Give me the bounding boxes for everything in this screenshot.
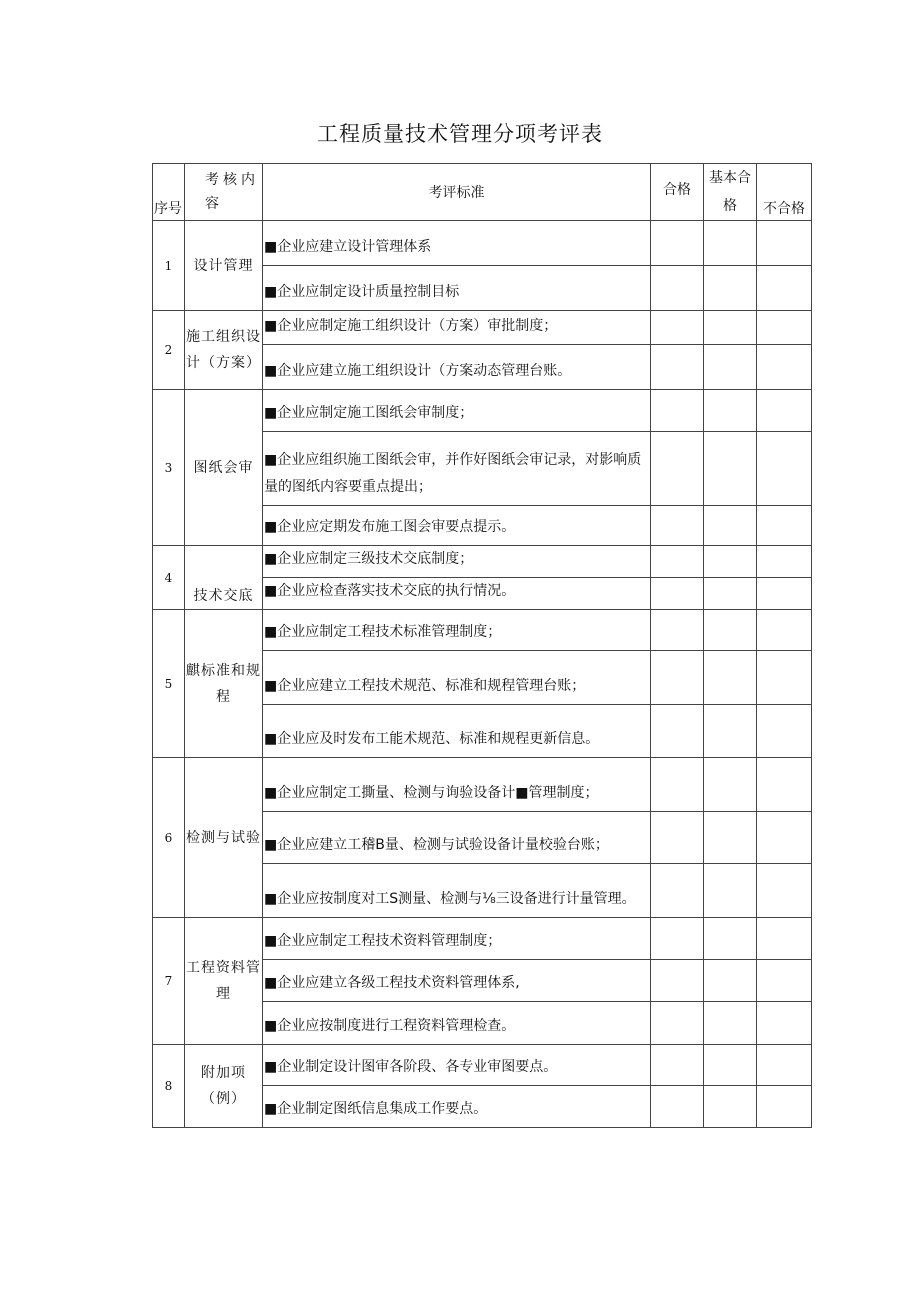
fail-cell[interactable] [757, 345, 812, 390]
fail-cell[interactable] [757, 960, 812, 1002]
pass-cell[interactable] [651, 918, 704, 960]
pass-cell[interactable] [651, 432, 704, 506]
basic-pass-cell[interactable] [704, 311, 757, 345]
basic-pass-cell[interactable] [704, 610, 757, 651]
section-number: 6 [153, 758, 185, 918]
section-category: 施工组织设计（方案） [185, 311, 263, 390]
pass-cell[interactable] [651, 221, 704, 266]
basic-pass-cell[interactable] [704, 1086, 757, 1128]
criteria-item: ■企业制定设计图审各阶段、各专业审图要点。 [263, 1045, 651, 1086]
criteria-item: ■企业应制定施工组织设计（方案）审批制度； [263, 311, 651, 345]
criteria-item: ■企业应建立各级工程技术资料管理体系, [263, 960, 651, 1002]
header-category: 考核内容 [185, 164, 263, 221]
basic-pass-cell[interactable] [704, 432, 757, 506]
basic-pass-cell[interactable] [704, 864, 757, 918]
basic-pass-cell[interactable] [704, 1045, 757, 1086]
header-row [153, 164, 812, 221]
table-row [153, 918, 812, 960]
section-category: 设计管理 [185, 221, 263, 311]
table-row [153, 221, 812, 266]
section-number: 1 [153, 221, 185, 311]
fail-cell[interactable] [757, 506, 812, 546]
basic-pass-cell[interactable] [704, 918, 757, 960]
section-category: 检测与试验 [185, 758, 263, 918]
basic-pass-cell[interactable] [704, 960, 757, 1002]
criteria-item: ■企业应按制度对工S测量、检测与⅛三设备进行计量管理。 [263, 864, 651, 918]
basic-pass-cell[interactable] [704, 1002, 757, 1045]
criteria-item: ■企业应制定设计质量控制目标 [263, 266, 651, 311]
fail-cell[interactable] [757, 266, 812, 311]
pass-cell[interactable] [651, 651, 704, 705]
fail-cell[interactable] [757, 705, 812, 758]
basic-pass-cell[interactable] [704, 651, 757, 705]
pass-cell[interactable] [651, 812, 704, 864]
table-row [153, 758, 812, 812]
basic-pass-cell[interactable] [704, 758, 757, 812]
fail-cell[interactable] [757, 578, 812, 610]
table-row [153, 1045, 812, 1086]
section-number: 5 [153, 610, 185, 758]
pass-cell[interactable] [651, 390, 704, 432]
section-category: 工程资料管理 [185, 918, 263, 1045]
criteria-item: ■企业应定期发布施工图会审要点提示。 [263, 506, 651, 546]
pass-cell[interactable] [651, 345, 704, 390]
basic-pass-cell[interactable] [704, 390, 757, 432]
evaluation-table [152, 163, 812, 1128]
criteria-item: ■企业应建立工程技术规范、标准和规程管理台账； [263, 651, 651, 705]
pass-cell[interactable] [651, 705, 704, 758]
table-row [153, 311, 812, 345]
fail-cell[interactable] [757, 1045, 812, 1086]
section-number: 7 [153, 918, 185, 1045]
criteria-item: ■企业应建立施工组织设计（方案动态管理台账。 [263, 345, 651, 390]
pass-cell[interactable] [651, 1045, 704, 1086]
basic-pass-cell[interactable] [704, 266, 757, 311]
section-number: 2 [153, 311, 185, 390]
section-category: 附加项（例） [185, 1045, 263, 1128]
fail-cell[interactable] [757, 812, 812, 864]
pass-cell[interactable] [651, 506, 704, 546]
basic-pass-cell[interactable] [704, 546, 757, 578]
pass-cell[interactable] [651, 758, 704, 812]
pass-cell[interactable] [651, 1002, 704, 1045]
pass-cell[interactable] [651, 546, 704, 578]
basic-pass-cell[interactable] [704, 221, 757, 266]
pass-cell[interactable] [651, 311, 704, 345]
fail-cell[interactable] [757, 918, 812, 960]
fail-cell[interactable] [757, 546, 812, 578]
criteria-item: ■企业应制定工程技术标准管理制度； [263, 610, 651, 651]
table-row [153, 390, 812, 432]
section-number: 3 [153, 390, 185, 546]
fail-cell[interactable] [757, 390, 812, 432]
header-basic-pass: 基本合格 [704, 164, 757, 221]
basic-pass-cell[interactable] [704, 812, 757, 864]
criteria-item: ■企业应建立设计管理体系 [263, 221, 651, 266]
basic-pass-cell[interactable] [704, 705, 757, 758]
criteria-item: ■企业应制定施工图纸会审制度； [263, 390, 651, 432]
fail-cell[interactable] [757, 432, 812, 506]
page-title: 工程质量技术管理分项考评表 [317, 122, 603, 146]
pass-cell[interactable] [651, 864, 704, 918]
fail-cell[interactable] [757, 651, 812, 705]
criteria-item: ■企业应组织施工图纸会审，并作好图纸会审记录，对影响质量的图纸内容要重点提出； [263, 432, 651, 506]
pass-cell[interactable] [651, 1086, 704, 1128]
pass-cell[interactable] [651, 610, 704, 651]
pass-cell[interactable] [651, 578, 704, 610]
header-no: 序号 [153, 164, 185, 221]
fail-cell[interactable] [757, 1086, 812, 1128]
section-category: 图纸会审 [185, 390, 263, 546]
criteria-item: ■企业应及时发布工能术规范、标准和规程更新信息。 [263, 705, 651, 758]
criteria-item: ■企业应制定三级技术交底制度； [263, 546, 651, 578]
fail-cell[interactable] [757, 758, 812, 812]
criteria-item: ■企业应制定工程技术资料管理制度； [263, 918, 651, 960]
header-criteria: 考评标准 [263, 164, 651, 221]
basic-pass-cell[interactable] [704, 578, 757, 610]
basic-pass-cell[interactable] [704, 345, 757, 390]
table-row [153, 546, 812, 578]
fail-cell[interactable] [757, 610, 812, 651]
pass-cell[interactable] [651, 960, 704, 1002]
basic-pass-cell[interactable] [704, 506, 757, 546]
pass-cell[interactable] [651, 266, 704, 311]
section-number: 4 [153, 546, 185, 610]
criteria-item: ■企业应检查落实技术交底的执行情况。 [263, 578, 651, 610]
criteria-item: ■企业应建立工稽B量、检测与试验设备计量校验台账； [263, 812, 651, 864]
criteria-item: ■企业应按制度进行工程资料管理检查。 [263, 1002, 651, 1045]
table-row [153, 610, 812, 651]
fail-cell[interactable] [757, 311, 812, 345]
section-category: 技术交底 [185, 546, 263, 610]
fail-cell[interactable] [757, 221, 812, 266]
header-pass: 合格 [651, 164, 704, 221]
section-category: 麒标准和规程 [185, 610, 263, 758]
header-fail: 不合格 [757, 164, 812, 221]
section-number: 8 [153, 1045, 185, 1128]
fail-cell[interactable] [757, 1002, 812, 1045]
criteria-item: ■企业制定图纸信息集成工作要点。 [263, 1086, 651, 1128]
criteria-item: ■企业应制定工撕量、检测与询验设备计■管理制度； [263, 758, 651, 812]
fail-cell[interactable] [757, 864, 812, 918]
